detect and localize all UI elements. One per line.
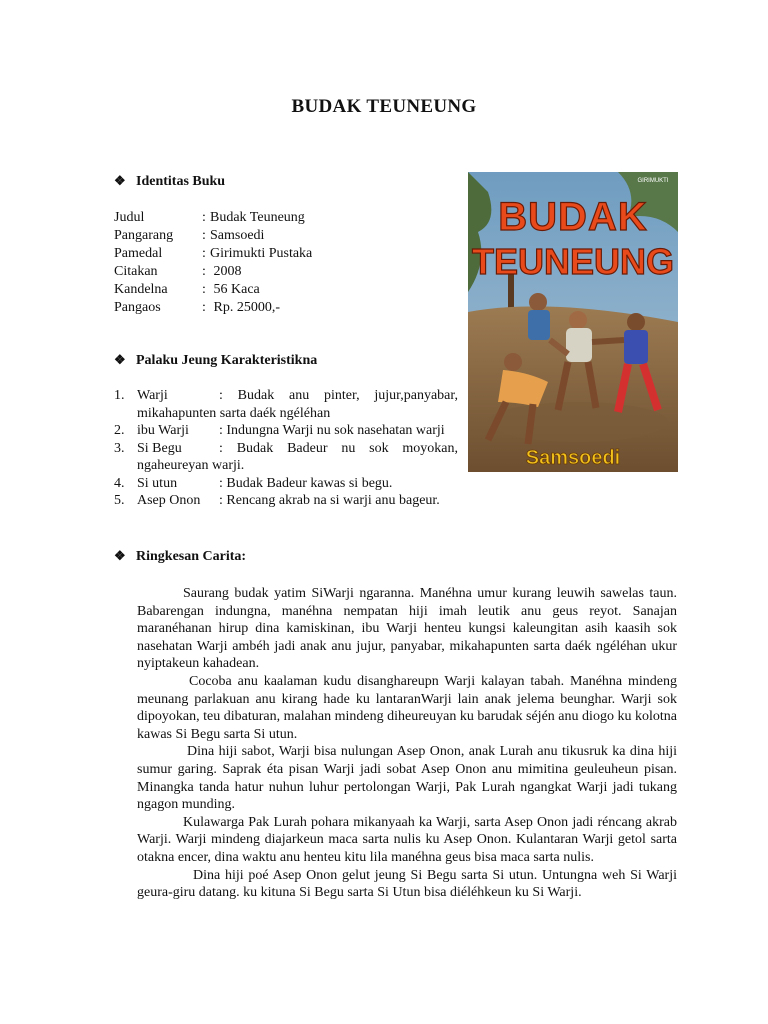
- identity-value: Rp. 25000,-: [210, 300, 280, 315]
- cover-title-line2: TEUNEUNG: [471, 241, 675, 282]
- list-item: 3. Si Begu : Budak Badeur nu sok moyokan, ngaheureyan warji.: [114, 440, 458, 473]
- character-name: Si Begu: [137, 440, 182, 456]
- identity-label: Pangarang: [114, 228, 174, 243]
- list-item: 4. Si utun : Budak Badeur kawas si begu.: [114, 475, 393, 491]
- character-description: : Budak Badeur kawas si begu.: [219, 475, 393, 491]
- diamond-bullet-icon: ❖: [114, 548, 126, 563]
- identity-value: Budak Teuneung: [210, 210, 305, 225]
- identity-row: Pangaos : Rp. 25000,-: [114, 300, 280, 315]
- diamond-bullet-icon: ❖: [114, 173, 126, 188]
- character-description: : Indungna Warji nu sok nasehatan warji: [219, 423, 445, 438]
- character-description: : Budak anu pinter, jujur,panyabar, mikahapunten sarta daék ngéléhan: [137, 388, 458, 421]
- identity-label: Kandelna: [114, 282, 168, 297]
- cover-author: Samsoedi: [525, 447, 621, 469]
- cover-title-line1: BUDAK: [498, 195, 648, 239]
- paragraph: Saurang budak yatim SiWarji ngaranna. Manéhna umur kurang leuwih sawelas taun. Babarengan indungna, manéhna nempatan hiji imah leutik anu geus reyot. Sanajan maranéhanan hirup dina kamiskinan, ibu Warji henteu kungsi kaleungitan asih kaasih sok nasehatan Warji ambéh jadi anak anu jujur, panyabar, mikahapunten sarta daék ngéléhan ukur nyiptakeun kahadean.: [137, 586, 677, 672]
- diamond-bullet-icon: ❖: [114, 352, 126, 367]
- identity-label: Judul: [114, 210, 145, 225]
- identity-value: 56 Kaca: [210, 282, 260, 297]
- identity-value: Girimukti Pustaka: [210, 246, 313, 261]
- character-description: : Budak Badeur nu sok moyokan, ngaheureyan warji.: [137, 440, 458, 473]
- character-name: Si utun: [137, 475, 178, 491]
- section-heading-palaku: [114, 352, 317, 369]
- cover-publisher: GIRIMUKTI: [637, 178, 669, 184]
- section-heading-label: Ringkesan Carita:: [136, 549, 247, 564]
- list-item: 5. Asep Onon : Rencang akrab na si warji anu bageur.: [114, 493, 440, 508]
- identity-row: Pangarang : Samsoedi: [114, 228, 265, 243]
- section-heading-label: Identitas Buku: [136, 174, 226, 189]
- identity-row: Pamedal : Girimukti Pustaka: [114, 246, 313, 261]
- book-identity-table: [114, 209, 312, 317]
- list-item: 1. Warji : Budak anu pinter, jujur,panyabar, mikahapunten sarta daék ngéléhan: [114, 388, 458, 421]
- document-title: BUDAK TEUNEUNG: [291, 96, 477, 117]
- character-description: : Rencang akrab na si warji anu bageur.: [219, 493, 440, 508]
- identity-row: Judul : Budak Teuneung: [114, 210, 305, 225]
- identity-label: Pamedal: [114, 246, 163, 261]
- character-name: Asep Onon: [137, 493, 201, 508]
- story-summary: [137, 585, 677, 902]
- ground-shadow: [488, 402, 668, 442]
- book-cover-image: [468, 172, 678, 472]
- paragraph: Kulawarga Pak Lurah pohara mikanyaah ka Warji, sarta Asep Onon jadi réncang akrab Warji. Warji mindeng diajarkeun maca sarta nulis ku Asep Onon. Kulantaran Warji getol sarta otakna encer, dina waktu anu henteu kitu lila manéhna geus bisa maca sarta nulis.: [137, 814, 677, 865]
- list-item: 2. ibu Warji : Indungna Warji nu sok nasehatan warji: [114, 423, 445, 438]
- identity-label: Pangaos: [114, 300, 161, 315]
- paragraph: Dina hiji poé Asep Onon gelut jeung Si Begu sarta Si utun. Untungna weh Si Warji geura-giru datang. ku kituna Si Begu sarta Si Utun bisa diéléhkeun ku Si Warji.: [137, 867, 677, 901]
- section-heading-identitas: [114, 173, 225, 190]
- identity-value: 2008: [210, 264, 242, 279]
- identity-row: Kandelna : 56 Kaca: [114, 282, 260, 297]
- section-heading-ringkesan: [114, 548, 246, 565]
- character-list: [114, 387, 458, 510]
- identity-value: Samsoedi: [210, 228, 265, 243]
- character-name: ibu Warji: [137, 423, 189, 438]
- section-heading-label: Palaku Jeung Karakteristikna: [136, 353, 318, 368]
- paragraph: Cocoba anu kaalaman kudu disanghareupn Warji kalayan tabah. Manéhna mindeng meunang parlakuan anu kirang hade ku lantaranWarji lain anak jelema beunghar. Warji sok dipoyokan, teu dibaturan, malahan mindeng diheureuyan ku barudak séjén anu diogo ku kolotna kawas Si Begu sarta Si utun.: [137, 673, 677, 742]
- character-name: Warji: [137, 388, 168, 403]
- identity-label: Citakan: [114, 264, 158, 279]
- paragraph: Dina hiji sabot, Warji bisa nulungan Asep Onon, anak Lurah anu tikusruk ka dina hiji sumur garing. Saprak éta pisan Warji jadi sobat Asep Onon anu mimitina geuleuheun pisan. Minangka tanda hatur nuhun luhur pertolongan Warji, Pak Lurah ngangkat Warji jadi tukang ngagon munding.: [137, 744, 677, 813]
- identity-row: Citakan : 2008: [114, 264, 242, 279]
